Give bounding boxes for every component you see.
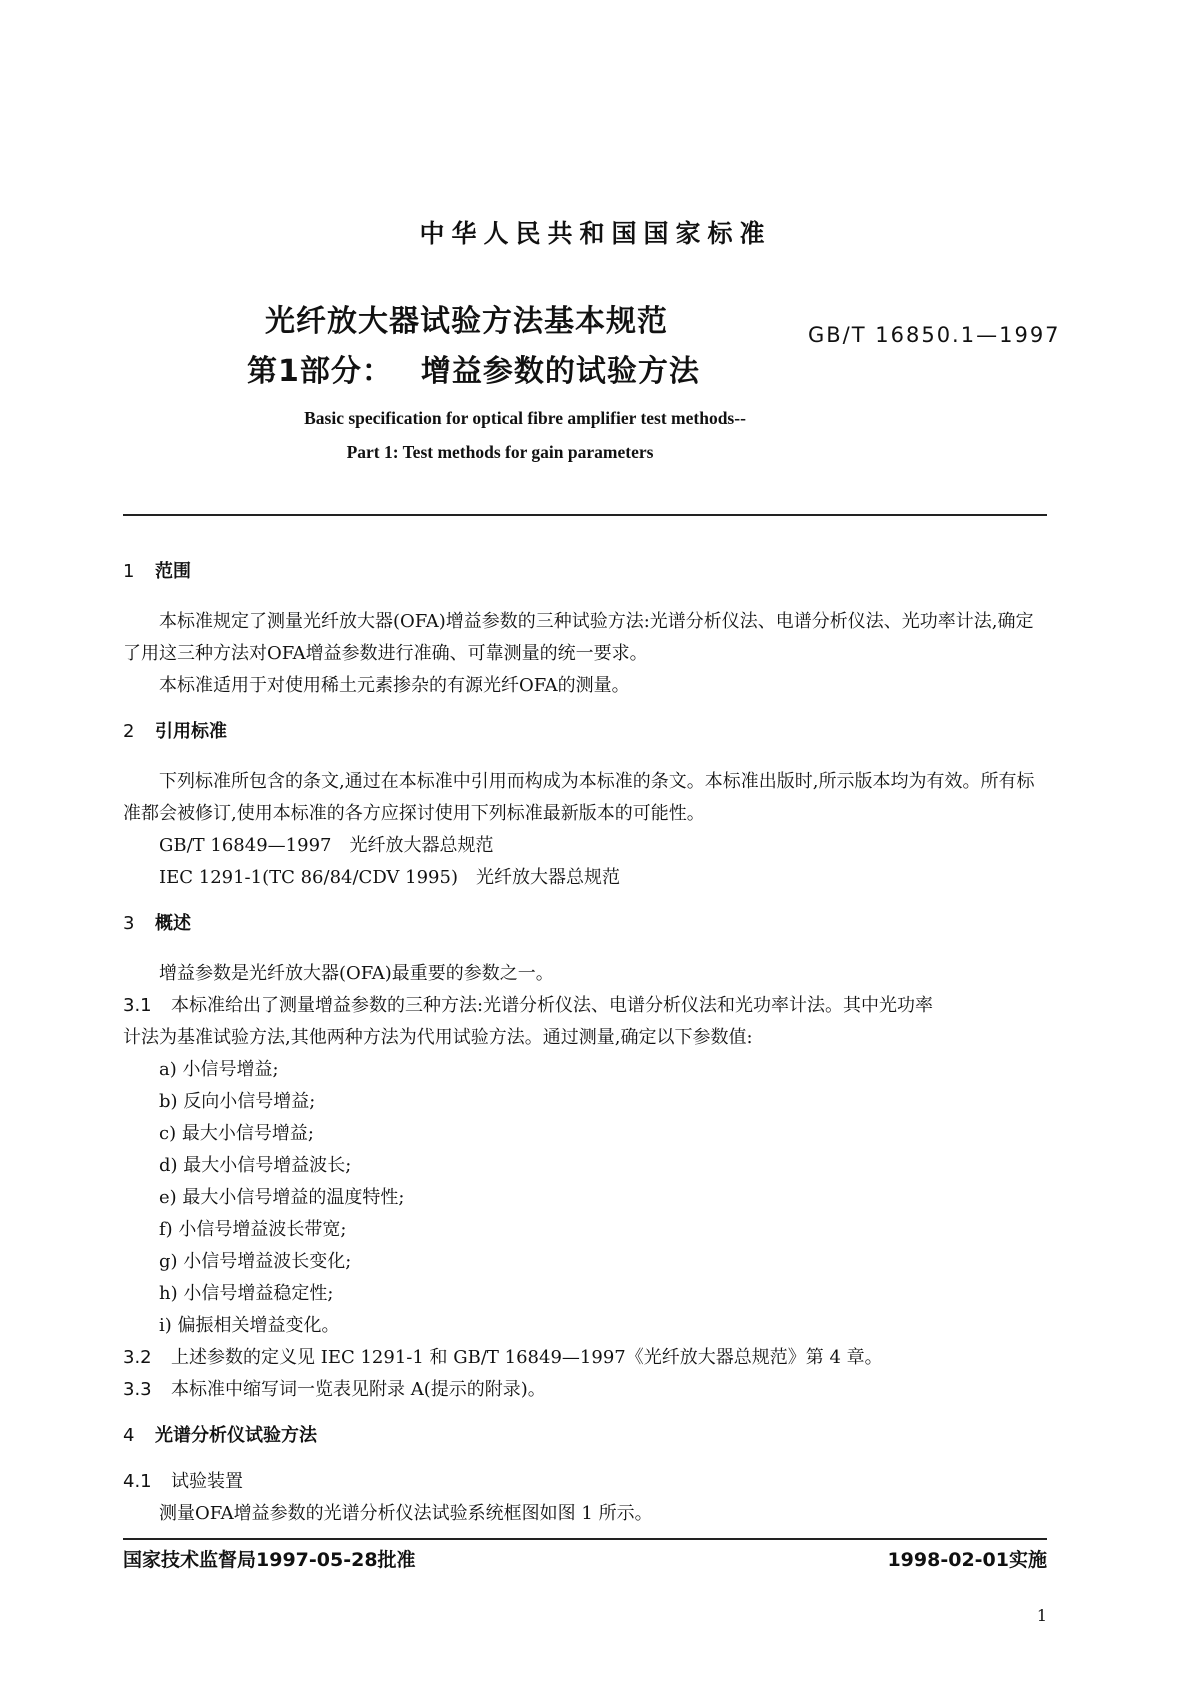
section-number: 3 xyxy=(123,913,135,934)
standard-code: GB/T 16850.1—1997 xyxy=(808,323,1061,347)
list-item: c) 最大小信号增益; xyxy=(159,1123,314,1144)
paragraph: 本标准规定了测量光纤放大器(OFA)增益参数的三种试验方法:光谱分析仪法、电谱分析仪法、光功率计法,确定了用这三种方法对OFA增益参数进行准确、可靠测量的统一要求。 xyxy=(123,611,1034,664)
page-number: 1 xyxy=(1036,1606,1047,1625)
subclause-text: 上述参数的定义见 IEC 1291-1 和 GB/T 16849—1997《光纤放大器总规范》第 4 章。 xyxy=(171,1347,883,1368)
reference-item: IEC 1291-1(TC 86/84/CDV 1995) 光纤放大器总规范 xyxy=(159,867,620,888)
section-title: 概述 xyxy=(155,913,191,934)
subclause-number: 3.1 xyxy=(123,995,152,1016)
section-title: 光谱分析仪试验方法 xyxy=(155,1425,317,1446)
subclause-text: 本标准给出了测量增益参数的三种方法:光谱分析仪法、电谱分析仪法和光功率计法。其中光功率 xyxy=(171,995,934,1016)
section-heading-3 xyxy=(123,908,1047,940)
paragraph: 增益参数是光纤放大器(OFA)最重要的参数之一。 xyxy=(159,963,554,984)
section-title: 引用标准 xyxy=(155,721,227,742)
list-item: f) 小信号增益波长带宽; xyxy=(159,1219,347,1240)
english-title-line-1: Basic specification for optical fibre amplifier test methods-- xyxy=(304,408,746,428)
subclause-continuation: 计法为基准试验方法,其他两种方法为代用试验方法。通过测量,确定以下参数值: xyxy=(123,1027,753,1048)
title-part-name: 增益参数的试验方法 xyxy=(420,354,700,389)
header-divider xyxy=(123,514,1047,516)
list-item: a) 小信号增益; xyxy=(159,1059,279,1080)
section-number: 1 xyxy=(123,561,135,582)
footer-divider xyxy=(123,1538,1047,1540)
subclause-number: 4.1 xyxy=(123,1471,152,1492)
subclause-3-3 xyxy=(123,1374,1047,1406)
list-item: e) 最大小信号增益的温度特性; xyxy=(159,1187,405,1208)
subclause-text: 本标准中缩写词一览表见附录 A(提示的附录)。 xyxy=(171,1379,546,1400)
list-item: d) 最大小信号增益波长; xyxy=(159,1155,352,1176)
title-line-2 xyxy=(247,346,700,390)
english-title-line-2: Part 1: Test methods for gain parameters xyxy=(346,442,654,462)
section-heading-2 xyxy=(123,716,1047,748)
subclause-3-1 xyxy=(123,990,1047,1022)
list-item: b) 反向小信号增益; xyxy=(159,1091,316,1112)
list-item: h) 小信号增益稳定性; xyxy=(159,1283,334,1304)
national-standard-heading: 中华人民共和国国家标准 xyxy=(419,219,772,248)
paragraph: 下列标准所包含的条文,通过在本标准中引用而构成为本标准的条文。本标准出版时,所示版本均为有效。所有标准都会被修订,使用本标准的各方应探讨使用下列标准最新版本的可能性。 xyxy=(123,771,1035,824)
subclause-text: 试验装置 xyxy=(171,1471,243,1492)
approval-statement: 国家技术监督局1997-05-28批准 xyxy=(123,1549,416,1571)
document-body xyxy=(123,556,1047,1530)
section-title: 范围 xyxy=(155,561,191,582)
section-number: 4 xyxy=(123,1425,135,1446)
subclause-3-2 xyxy=(123,1342,1047,1374)
list-item: g) 小信号增益波长变化; xyxy=(159,1251,352,1272)
subclause-4-1 xyxy=(123,1466,1047,1498)
paragraph: 本标准适用于对使用稀土元素掺杂的有源光纤OFA的测量。 xyxy=(159,675,630,696)
reference-item: GB/T 16849—1997 光纤放大器总规范 xyxy=(159,835,494,856)
section-heading-1 xyxy=(123,556,1047,588)
section-number: 2 xyxy=(123,721,135,742)
section-heading-4 xyxy=(123,1420,1047,1452)
subclause-number: 3.2 xyxy=(123,1347,152,1368)
list-item: i) 偏振相关增益变化。 xyxy=(159,1315,340,1336)
subclause-number: 3.3 xyxy=(123,1379,152,1400)
paragraph: 测量OFA增益参数的光谱分析仪法试验系统框图如图 1 所示。 xyxy=(159,1503,653,1524)
title-part-label: 第1部分： xyxy=(247,354,393,389)
title-line-1: 光纤放大器试验方法基本规范 xyxy=(265,304,668,339)
implementation-date: 1998-02-01实施 xyxy=(887,1549,1047,1571)
